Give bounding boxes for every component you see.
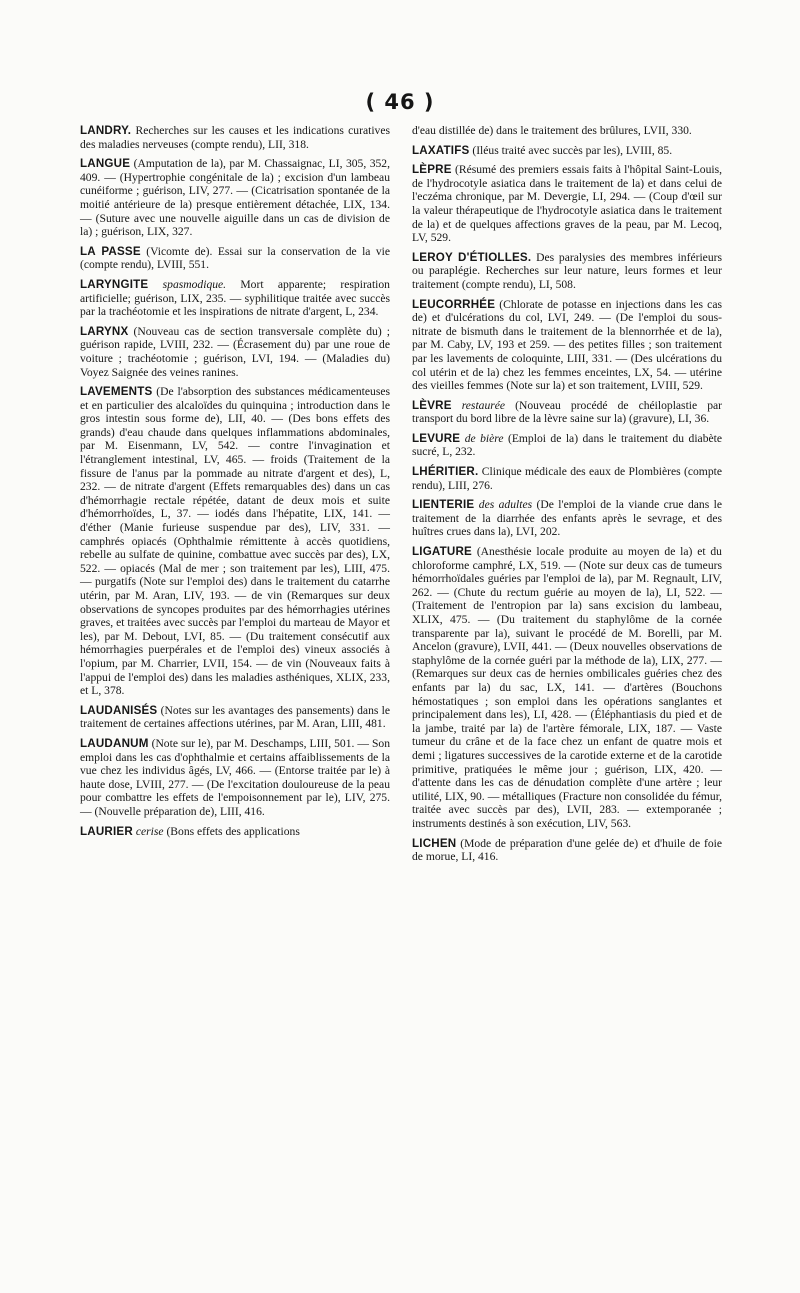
entry-headword: LEUCORRHÉE — [412, 297, 496, 311]
entry-headword: LIENTERIE — [412, 498, 475, 512]
entry-qualifier: des adultes — [478, 498, 533, 512]
index-entry — [80, 278, 390, 319]
entry-headword: LARYNGITE — [80, 277, 149, 291]
index-entry — [80, 385, 390, 698]
entry-headword: LAUDANISÉS — [80, 703, 158, 717]
index-entry — [412, 163, 722, 245]
index-entry — [80, 124, 390, 151]
index-entry — [412, 837, 722, 864]
index-entry — [80, 157, 390, 239]
index-entry — [412, 498, 722, 539]
entry-body: Mort apparente; respiration artificielle; guérison, LIX, 235. — syphilitique traitée avec succès par la trachéotomie et les inspirations de nitrate d'argent, L, 234. — [80, 277, 390, 319]
left-column — [80, 124, 390, 844]
entry-headword: LA PASSE — [80, 244, 141, 258]
entry-body: Des paralysies des membres inférieurs ou paraplégie. Recherches sur leur nature, leurs formes et leur traitement (compte rendu), LI, 508. — [412, 250, 722, 291]
entry-headword: LAURIER — [80, 824, 133, 838]
entry-body: (Résumé des premiers essais faits à l'hôpital Saint-Louis, de l'hydrocotyle asiatica dans le traitement de la) et dans celui de l'eczéma chronique, par M. Devergie, LI, 294. — (Coup d'œil sur la valeur thérapeutique de l'hydrocotyle asiatica dans le traitement de la) et de quelques affections graves de la peau, par M. Lecoq, LV, 529. — [412, 163, 722, 245]
index-entry — [80, 825, 390, 839]
entry-headword: LÈPRE — [412, 163, 452, 177]
entry-headword: LAXATIFS — [412, 143, 470, 157]
entry-headword: LICHEN — [412, 836, 457, 850]
entry-qualifier: restaurée — [461, 398, 506, 412]
entry-qualifier: cerise — [135, 824, 164, 838]
entry-headword: LÈVRE — [412, 398, 452, 412]
index-entry — [412, 465, 722, 492]
index-entry — [412, 432, 722, 459]
entry-body: (Vicomte de). Essai sur la conservation de la vie (compte rendu), LVIII, 551. — [80, 244, 391, 272]
index-entry — [80, 245, 390, 272]
right-column — [412, 124, 722, 870]
entry-body: Recherches sur les causes et les indications curatives des maladies nerveuses (compte rendu), LII, 318. — [80, 124, 390, 151]
entry-body: (De l'absorption des substances médicamenteuses et en particulier des alcaloïdes du quinquina ; introduction dans le gros intestin sous forme de), LII, 40. — (Des bons effets des grands) d'eau chaude dans quelques inflammations abdominales, par M. Eisenmann, LV, 542. — contre l'invagination et l'étranglement intestinal, LV, 465. — froids (Traitement de la fissure de l'anus par la pommade au nitrate d'argent et des), L, 232. — de nitrate d'argent (Effets remarquables des) dans un cas d'hémorrhagie rectale répétée, datant de deux mois et suite d'hémorrhoïdes, L, 37. — iodés dans l'hépatite, LIX, 141. — d'éther (Manie furieuse suspendue par des), LIV, 331. — camphrés opiacés (Ophthalmie rémittente à accès quotidiens, rebelle au sulfate de quinine, combattue avec succès par des), LX, 522. — opiacés (Mal de mer ; son traitement par les), LIII, 475. — purgatifs (Note sur l'emploi des) dans le traitement du catarrhe utérin, par M. Aran, LIV, 193. — de vin (Remarques sur deux observations de syncopes produites par des hémorrhagies utérines graves, et traitées avec succès par l'emploi du marteau de Mayor et les), par M. Debout, LVI, 85. — (Du traitement consécutif aux hémorrhagies puerpérales et de l'emploi des) vineux associés à l'opium, par M. Charrier, LVII, 154. — de vin (Nouveaux faits à l'appui de l'emploi des) dans les maladies asthéniques, XLIX, 233, et L, 378. — [80, 385, 390, 698]
entry-headword: LARYNX — [80, 324, 129, 338]
index-entry — [80, 737, 390, 819]
page-number: ( 46 ) — [365, 90, 435, 114]
entry-body: (Bons effets des applications — [166, 824, 300, 838]
entry-body: (Note sur le), par M. Deschamps, LIII, 501. — Son emploi dans les cas d'ophthalmie et certains affaiblissements de la vue chez les individus âgés, LV, 466. — (Entorse traitée par le) à haute dose, LVIII, 277. — (De l'excitation douloureuse de la peau pour combattre les effets de l'empoisonnement par le), LIV, 275. — (Nouvelle préparation de), LIII, 416. — [80, 736, 391, 818]
entry-headword: LAUDANUM — [80, 736, 149, 750]
entry-body: Clinique médicale des eaux de Plombières (compte rendu), LIII, 276. — [412, 465, 722, 492]
entry-headword: LEROY D'ÉTIOLLES. — [412, 250, 532, 264]
index-entry — [412, 298, 722, 393]
entry-body: (De l'emploi de la viande crue dans le traitement de la diarrhée des enfants après le sevrage, et des huîtres crues dans la), LVI, 202. — [412, 498, 723, 539]
index-entry — [412, 545, 722, 830]
entry-headword: LIGATURE — [412, 545, 472, 559]
entry-body: d'eau distillée de) dans le traitement des brûlures, LVII, 330. — [412, 124, 692, 137]
entry-headword: LANDRY. — [80, 124, 132, 137]
entry-body: (Anesthésie locale produite au moyen de la) et du chloroforme camphré, LX, 519. — (Note sur deux cas de tumeurs hémorrhoïdales guéries par l'emploi de la), par M. Regnault, LIV, 262. — (Chute du rectum guérie au moyen de la), LI, 522. — (Traitement de l'entropion par la) sans excision du lambeau, XLIX, 475. — (Du traitement du staphylôme de la cornée transparente par la), suivant le procédé de M. Borelli, par M. Ancelon (gravure), LVII, 441. — (Deux nouvelles observations de staphylôme de la cornée guéri par la méthode de la), LIX, 277. — (Remarques sur deux cas de hernies ombilicales guéries chez des enfants par la) du sac, LX, 141. — d'artères (Bouchons hémostatiques ; son emploi dans les opérations sanglantes et principalement dans les), LI, 428. — (Éléphantiasis du pied et de la jambe, traité par la) de l'artère fémorale, LIX, 187. — Vaste tumeur du crâne et de la face chez un enfant de quatre mois et demi ; ligatures successives de la carotide externe et de la carotide primitive, pratiquées le même jour ; guérison, LIX, 420. — d'attente dans les cas de dénudation complète d'une artère ; leur utilité, LIX, 90. — métalliques (Fracture non consolidée du fémur, traitée avec succès par des), LVII, 283. — extemporanée ; instruments destinés à son exécution, LIV, 563. — [412, 545, 722, 830]
index-entry — [412, 251, 722, 292]
index-entry — [80, 325, 390, 379]
entry-body: (Emploi de la) dans le traitement du diabète sucré, L, 232. — [412, 431, 723, 459]
entry-headword: LANGUE — [80, 157, 131, 171]
entry-body: (Notes sur les avantages des pansements) dans le traitement de certaines affections utérines, par M. Aran, LIII, 481. — [80, 703, 390, 731]
index-entry — [412, 399, 722, 426]
entry-body: (Mode de préparation d'une gelée de) et d'huile de foie de morue, LI, 416. — [412, 836, 722, 864]
entry-body: (Nouveau procédé de chéiloplastie par transport du bord libre de la lèvre saine sur la) (gravure), LI, 36. — [412, 398, 722, 426]
entry-headword: LHÉRITIER. — [412, 465, 479, 479]
entry-body: (Chlorate de potasse en injections dans les cas de) et d'ulcérations du col, LVI, 249. — (De l'emploi du sous-nitrate de bismuth dans le traitement de la blennorrhée et de la), par M. Caby, LV, 193 et 259. — des petites filles ; son traitement par les lavements de coloquinte, LIII, 331. — (Des ulcérations du col utérin et de la) chez les femmes enceintes, LX, 54. — utérine des vieilles femmes (Note sur la) et son traitement, LVIII, 529. — [412, 297, 722, 393]
entry-body: (Iléus traité avec succès par les), LVIII, 85. — [472, 143, 673, 157]
index-entry — [80, 704, 390, 731]
entry-qualifier: spasmodique. — [162, 277, 227, 291]
index-entry — [412, 144, 722, 158]
entry-body: (Amputation de la), par M. Chassaignac, LI, 305, 352, 409. — (Hypertrophie congénitale de la) ; excision d'un lambeau cunéiforme ; guérison, LIV, 277. — (Cicatrisation spontanée de la moitié antérieure de la) presque entièrement détachée, LIX, 134. — (Suture avec une nouvelle aiguille dans un cas de division de la) ; guérison, LIX, 327. — [80, 157, 390, 239]
index-entry — [412, 124, 722, 138]
entry-headword: LEVURE — [412, 431, 461, 445]
entry-qualifier: de bière — [464, 431, 504, 445]
entry-body: (Nouveau cas de section transversale complète du) ; guérison rapide, LVIII, 232. — (Écrasement du) par une roue de voiture ; trachéotomie ; guérison, LVI, 194. — (Maladies du) Voyez Saignée des veines ranines. — [80, 324, 390, 379]
entry-headword: LAVEMENTS — [80, 385, 153, 399]
